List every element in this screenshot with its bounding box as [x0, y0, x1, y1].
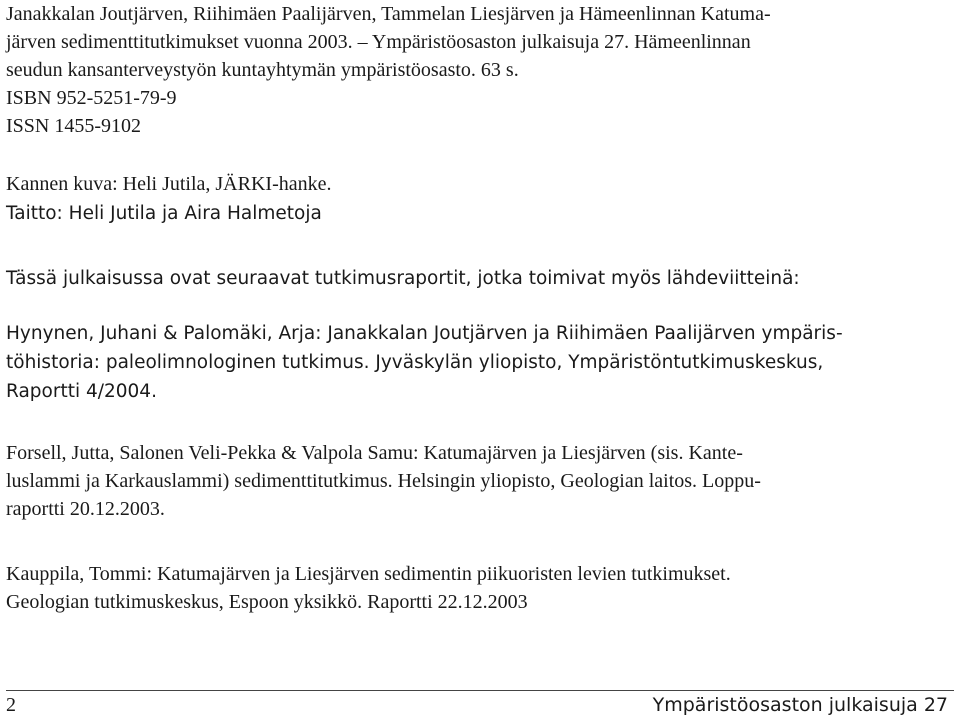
reference-1-line-3: Raportti 4/2004. [6, 381, 157, 402]
reference-2-line-1: Forsell, Jutta, Salonen Veli-Pekka & Valpola Samu: Katumajärven ja Liesjärven (sis. Kante- [6, 442, 743, 464]
issn: ISSN 1455-9102 [6, 115, 142, 137]
footer-divider [6, 690, 954, 691]
reference-2-line-3: raportti 20.12.2003. [6, 498, 165, 520]
layout-credit: Taitto: Heli Jutila ja Aira Halmetoja [6, 203, 322, 224]
imprint-line-2: järven sedimenttitutkimukset vuonna 2003. – Ympäristöosaston julkaisuja 27. Hämeenlinnan [6, 31, 751, 53]
reference-1-line-2: töhistoria: paleolimnologinen tutkimus. Jyväskylän yliopisto, Ympäristöntutkimuskeskus, [6, 352, 824, 373]
reference-3-line-2: Geologian tutkimuskeskus, Espoon yksikkö. Raportti 22.12.2003 [6, 591, 528, 613]
footer-series: Ympäristöosaston julkaisuja 27 [652, 694, 948, 716]
reference-3-line-1: Kauppila, Tommi: Katumajärven ja Liesjärven sedimentin piikuoristen levien tutkimukset. [6, 563, 731, 585]
isbn: ISBN 952-5251-79-9 [6, 87, 177, 109]
intro-text: Tässä julkaisussa ovat seuraavat tutkimusraportit, jotka toimivat myös lähdeviitteinä: [6, 268, 800, 289]
reference-2-line-2: luslammi ja Karkauslammi) sedimenttitutkimus. Helsingin yliopisto, Geologian laitos. Loppu- [6, 470, 761, 492]
imprint-line-3: seudun kansanterveystyön kuntayhtymän ympäristöosasto. 63 s. [6, 59, 519, 81]
page-number: 2 [6, 694, 16, 716]
reference-1-line-1: Hynynen, Juhani & Palomäki, Arja: Janakkalan Joutjärven ja Riihimäen Paalijärven ympäris- [6, 323, 843, 344]
imprint-line-1: Janakkalan Joutjärven, Riihimäen Paalijärven, Tammelan Liesjärven ja Hämeenlinnan Katuma- [6, 3, 771, 25]
cover-credit: Kannen kuva: Heli Jutila, JÄRKI-hanke. [6, 173, 332, 195]
